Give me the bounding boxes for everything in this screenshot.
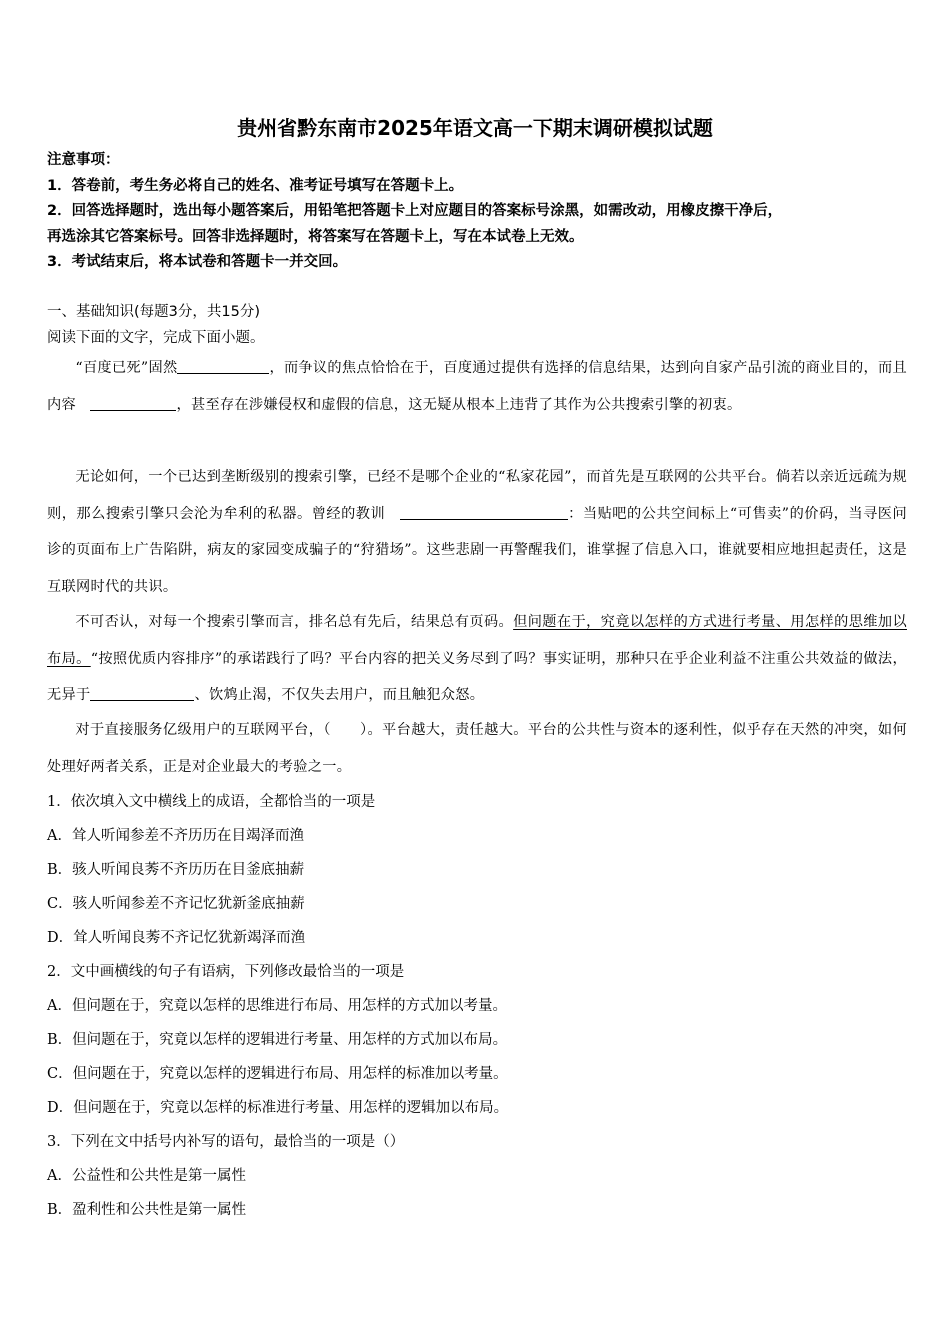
question-1-option-b: B．骇人听闻良莠不齐历历在目釜底抽薪 xyxy=(47,862,305,878)
question-2-option-c: C．但问题在于，究竟以怎样的逻辑进行布局、用怎样的标准加以考量。 xyxy=(47,1066,508,1082)
passage-paragraph-3: 不可否认，对每一个搜索引擎而言，排名总有先后，结果总有页码。但问题在于，究竟以怎样的方式进行考量、用怎样的思维加以布局。“按照优质内容排序”的承诺践行了吗？平台内容的把关义务尽到了吗？事实证明，那种只在乎企业利益不注重公共效益的做法，无异于 、饮鸩止渴，不仅失去用户，而且触犯众怒。 xyxy=(47,614,907,703)
question-2-stem: 2．文中画横线的句子有语病，下列修改最恰当的一项是 xyxy=(47,964,405,980)
fill-blank xyxy=(90,684,194,701)
passage-paragraph-2: 无论如何，一个已达到垄断级别的搜索引擎，已经不是哪个企业的“私家花园”，而首先是互联网的公共平台。倘若以亲近远疏为规则，那么搜索引擎只会沦为牟利的私器。曾经的教训 ：当贴吧的公共空间标上“可售卖”的价码，当寻医问诊的页面布上广告陷阱，病友的家园变成骗子的“狩猎场”。这些悲剧一再警醒我们，谁掌握了信息入口，谁就要相应地担起责任，这是互联网时代的共识。 xyxy=(47,469,907,595)
question-2-option-d: D．但问题在于，究竟以怎样的标准进行考量、用怎样的逻辑加以布局。 xyxy=(47,1100,509,1116)
notice-block xyxy=(47,148,907,276)
notice-item: 3．考试结束后，将本试卷和答题卡一并交回。 xyxy=(47,254,348,270)
notice-item: 2．回答选择题时，选出每小题答案后，用铅笔把答题卡上对应题目的答案标号涂黑，如需改动，用橡皮擦干净后， xyxy=(47,203,783,219)
question-3-option-a: A．公益性和公共性是第一属性 xyxy=(47,1168,246,1184)
passage-paragraph-4: 对于直接服务亿级用户的互联网平台，（ ）。平台越大，责任越大。平台的公共性与资本的逐利性，似乎存在天然的冲突，如何处理好两者关系，正是对企业最大的考验之一。 xyxy=(47,722,907,775)
question-3-stem: 3．下列在文中括号内补写的语句，最恰当的一项是（） xyxy=(47,1134,405,1150)
question-1-option-a: A．耸人听闻参差不齐历历在目竭泽而渔 xyxy=(47,828,304,844)
section-heading: 一、基础知识(每题3分，共15分) xyxy=(47,304,260,320)
question-3-option-b: B．盈利性和公共性是第一属性 xyxy=(47,1202,247,1218)
notice-item: 再选涂其它答案标号。回答非选择题时，将答案写在答题卡上，写在本试卷上无效。 xyxy=(47,228,584,245)
notice-heading: 注意事项： xyxy=(47,152,120,168)
fill-blank xyxy=(177,357,269,374)
question-1-stem: 1．依次填入文中横线上的成语，全都恰当的一项是 xyxy=(47,794,376,810)
section-intro: 阅读下面的文字，完成下面小题。 xyxy=(47,330,265,346)
exam-title: 贵州省黔东南市2025年语文高一下期末调研模拟试题 xyxy=(237,116,713,140)
question-1-option-d: D．耸人听闻良莠不齐记忆犹新竭泽而渔 xyxy=(47,930,306,946)
underlined-sentence: 但问题在于，究竟以怎样的方式进行考量、用怎样的思维加以布局。 xyxy=(47,614,907,667)
fill-blank xyxy=(90,394,176,411)
passage-paragraph-1: “百度已死”固然 ，而争议的焦点恰恰在于，百度通过提供有选择的信息结果，达到向自家产品引流的商业目的，而且内容 ，甚至存在涉嫌侵权和虚假的信息，这无疑从根本上违背了其作为公共搜索引擎的初衷。 xyxy=(47,350,907,423)
question-2-option-b: B．但问题在于，究竟以怎样的逻辑进行考量、用怎样的方式加以布局。 xyxy=(47,1032,508,1048)
fill-blank xyxy=(400,503,568,520)
notice-item: 1．答卷前，考生务必将自己的姓名、准考证号填写在答题卡上。 xyxy=(47,177,464,194)
question-1-option-c: C．骇人听闻参差不齐记忆犹新釜底抽薪 xyxy=(47,896,305,912)
question-2-option-a: A．但问题在于，究竟以怎样的思维进行布局、用怎样的方式加以考量。 xyxy=(47,998,507,1014)
